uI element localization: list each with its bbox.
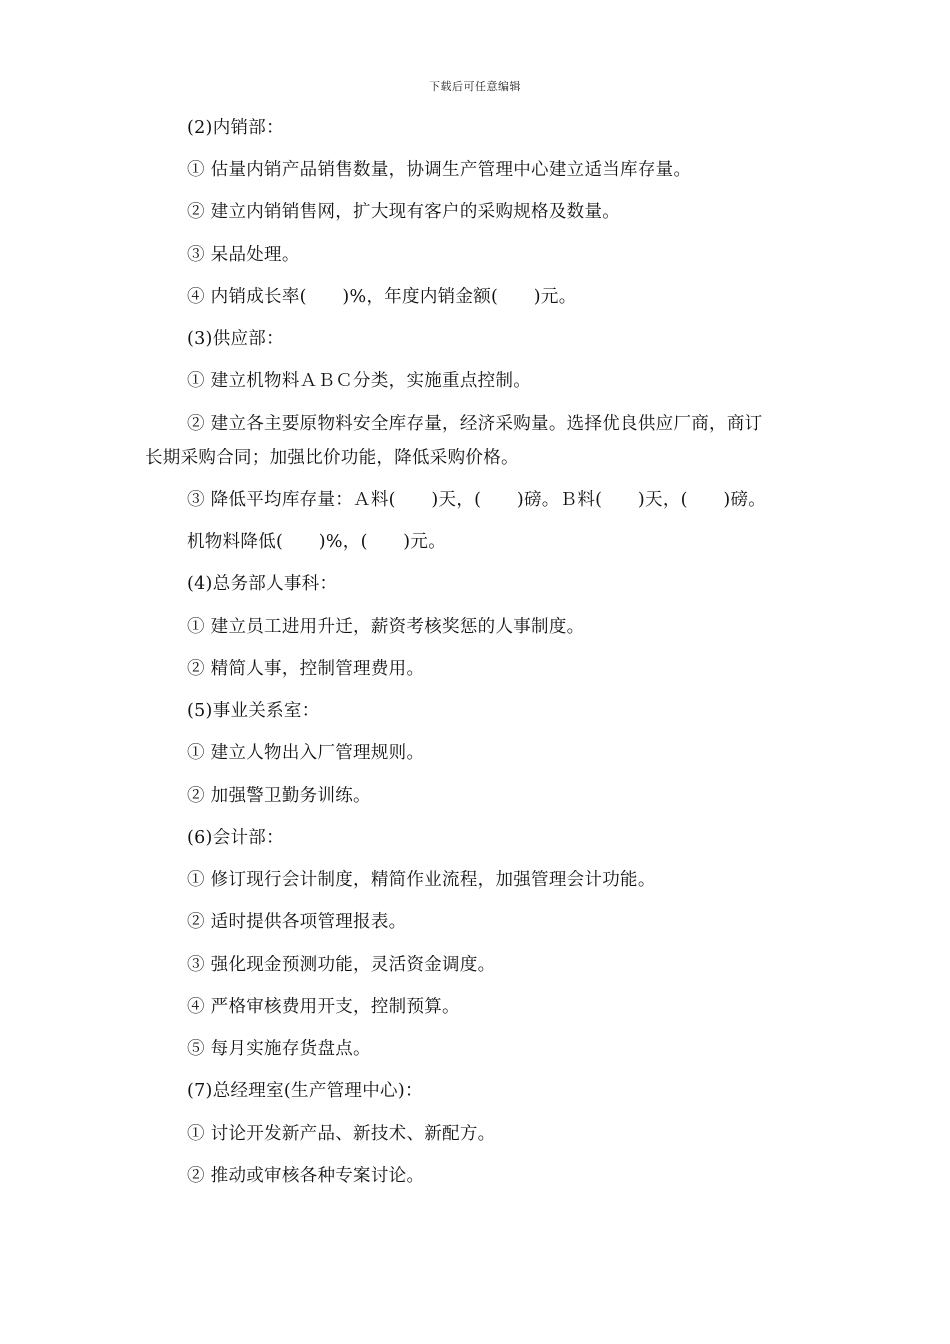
list-item: ③ 呆品处理。: [187, 245, 300, 265]
list-item-continuation: 机物料降低( )%，( )元。: [187, 532, 447, 552]
list-item: ⑤ 每月实施存货盘点。: [187, 1039, 371, 1059]
list-item: ② 建立内销销售网，扩大现有客户的采购规格及数量。: [187, 202, 621, 222]
section-heading: (4)总务部人事科：: [187, 574, 338, 594]
list-item: ① 建立机物料ＡＢＣ分类，实施重点控制。: [187, 371, 532, 391]
section-heading: (7)总经理室(生产管理中心)：: [187, 1081, 423, 1101]
section-heading: (2)内销部：: [187, 118, 284, 138]
list-item: ② 精简人事，控制管理费用。: [187, 659, 425, 679]
section-heading: (6)会计部：: [187, 828, 284, 848]
list-item: ③ 降低平均库存量：Ａ料( )天，( )磅。Ｂ料( )天，( )磅。: [187, 490, 767, 510]
list-item: ② 加强警卫勤务训练。: [187, 786, 371, 806]
list-item: ② 推动或审核各种专案讨论。: [187, 1166, 425, 1186]
list-item: ① 建立人物出入厂管理规则。: [187, 743, 425, 763]
list-item: ① 讨论开发新产品、新技术、新配方。: [187, 1124, 496, 1144]
list-item: ① 估量内销产品销售数量，协调生产管理中心建立适当库存量。: [187, 160, 692, 180]
page-header: 下载后可任意编辑: [429, 80, 521, 93]
list-item: ③ 强化现金预测功能，灵活资金调度。: [187, 955, 496, 975]
list-item-continuation: 长期采购合同；加强比价功能，降低采购价格。: [145, 448, 519, 468]
list-item: ① 修订现行会计制度，精简作业流程，加强管理会计功能。: [187, 870, 656, 890]
list-item: ② 建立各主要原物料安全库存量，经济采购量。选择优良供应厂商，商订: [187, 414, 763, 434]
section-heading: (3)供应部：: [187, 329, 284, 349]
list-item: ② 适时提供各项管理报表。: [187, 912, 407, 932]
list-item: ④ 内销成长率( )%，年度内销金额( )元。: [187, 287, 577, 307]
section-heading: (5)事业关系室：: [187, 701, 320, 721]
list-item: ④ 严格审核费用开支，控制预算。: [187, 997, 460, 1017]
list-item: ① 建立员工进用升迁，薪资考核奖惩的人事制度。: [187, 617, 585, 637]
